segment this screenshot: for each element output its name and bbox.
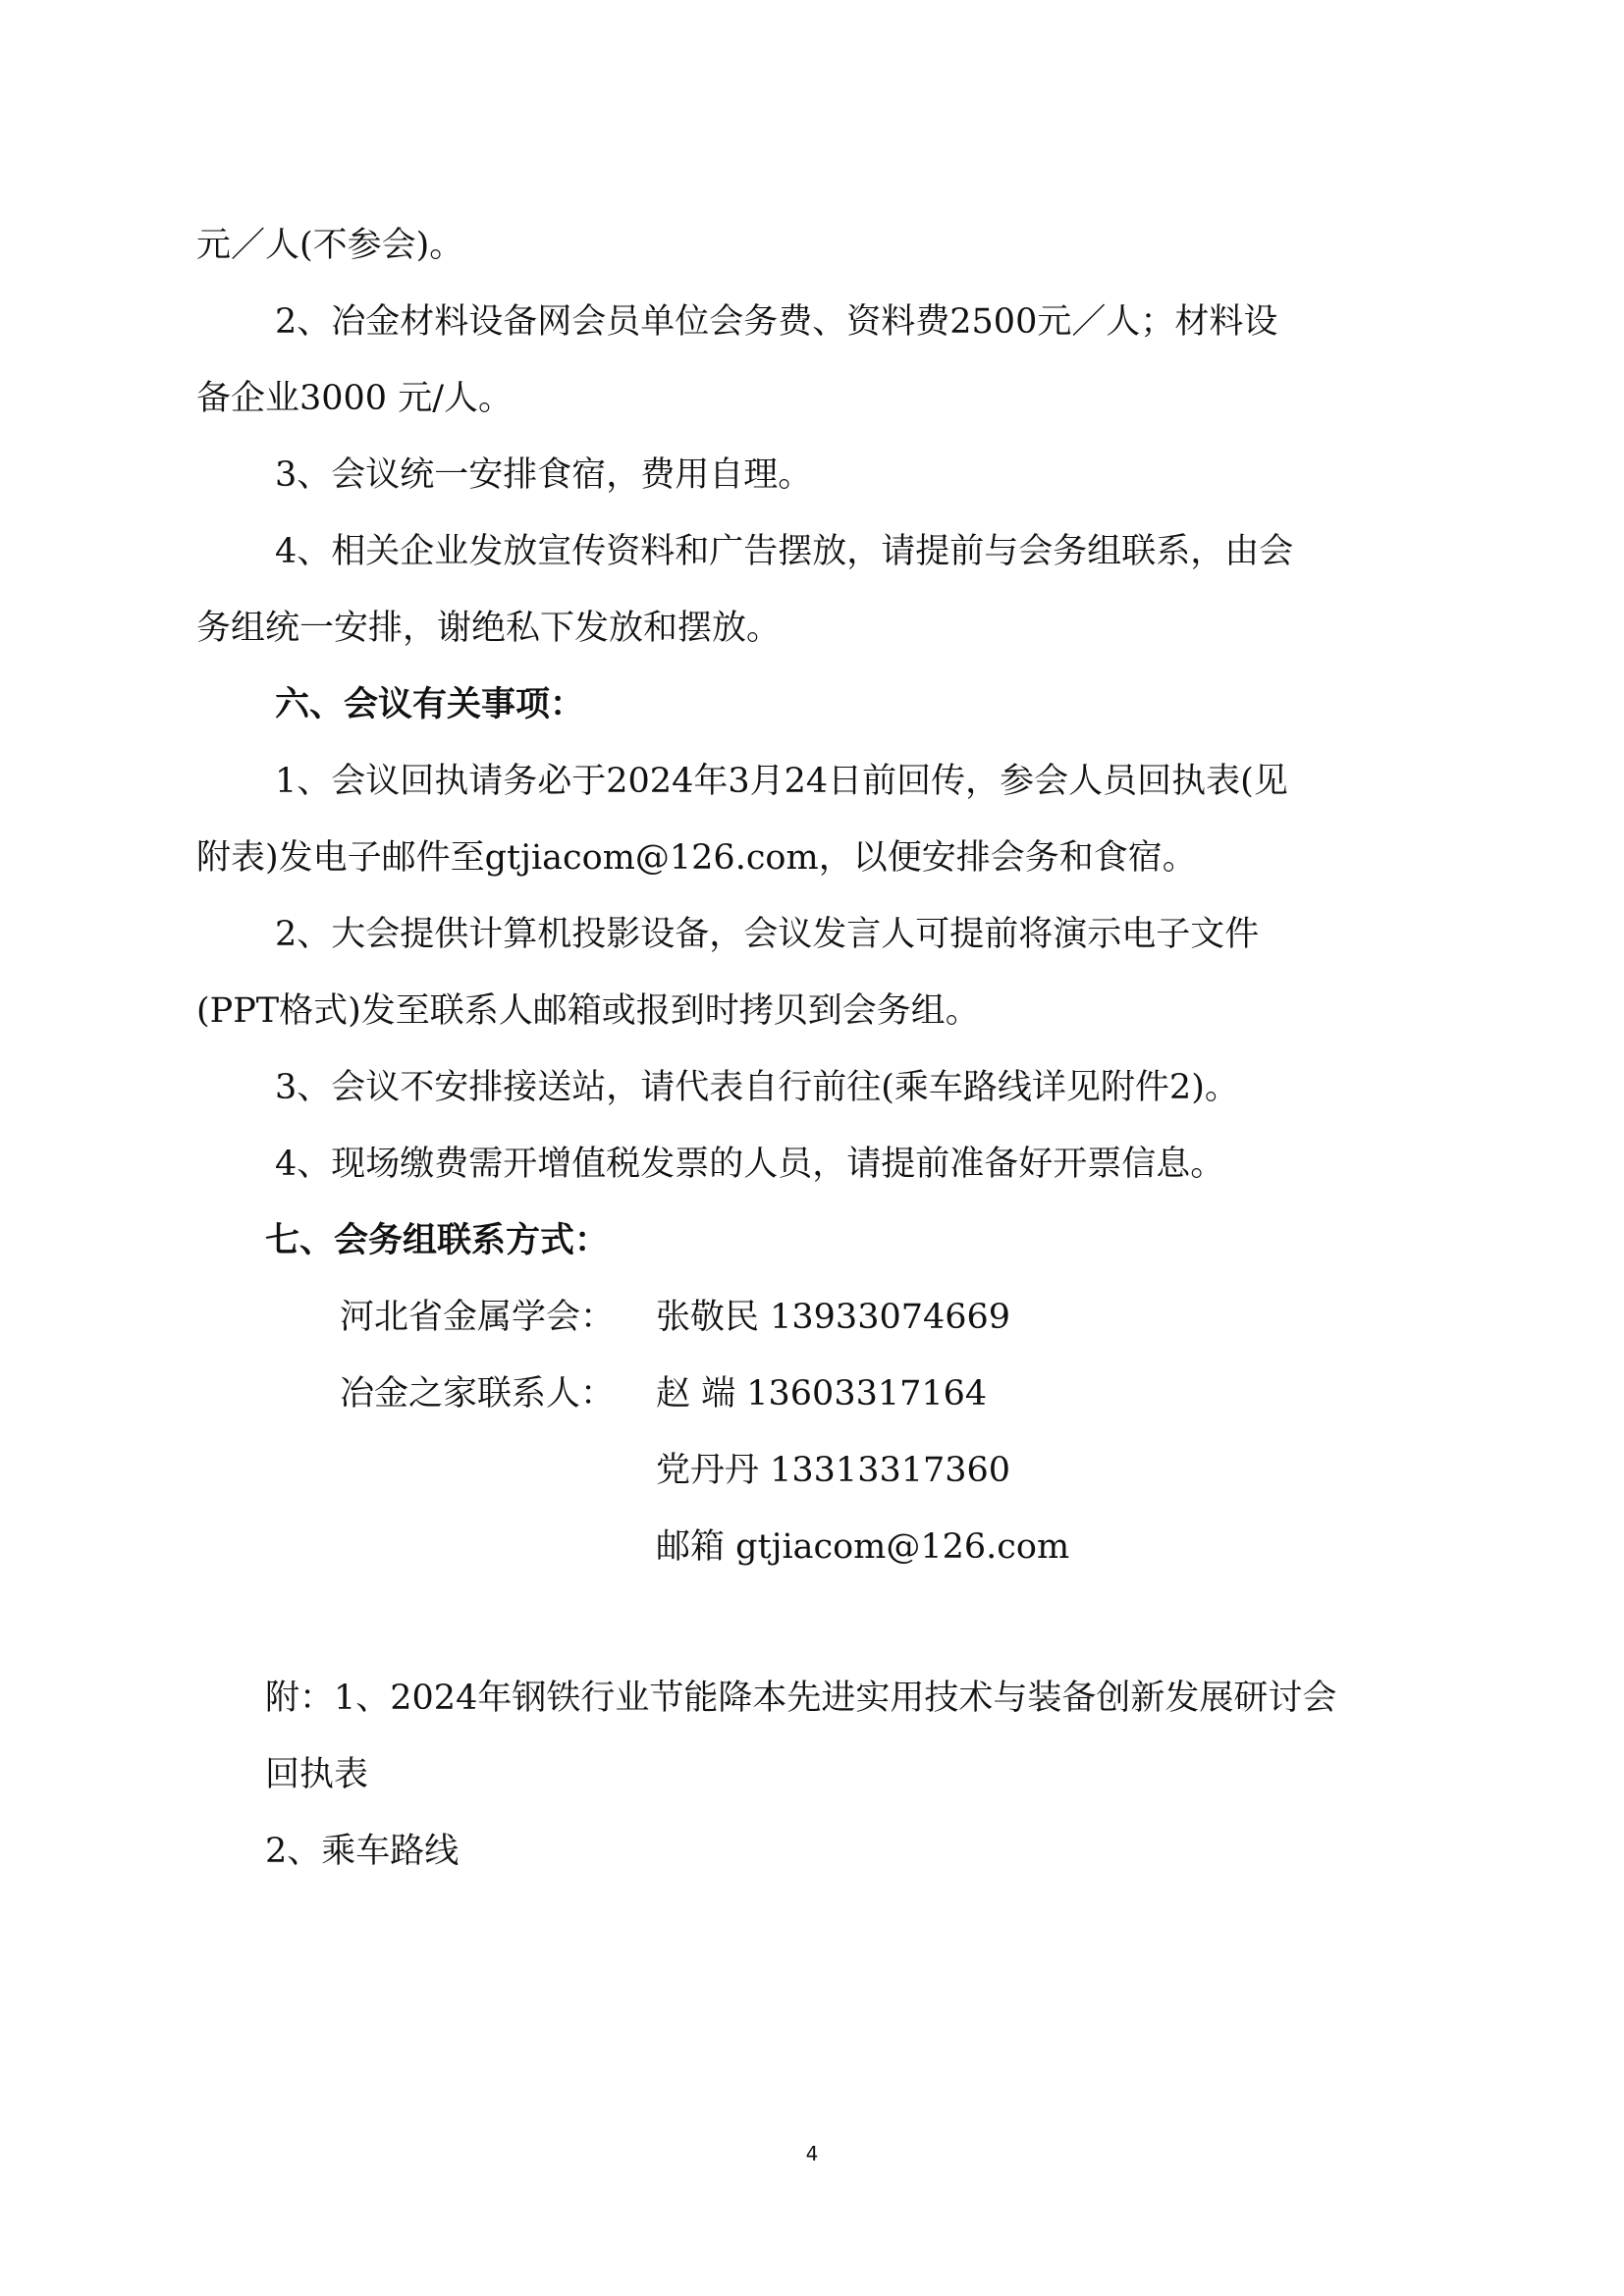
contact-org-1-person: 张敬民 13933074669 — [656, 1298, 1011, 1337]
fee-item-3: 3、会议统一安排食宿，费用自理。 — [275, 455, 813, 495]
section-6-item-2-line-1: 2、大会提供计算机投影设备，会议发言人可提前将演示电子文件 — [275, 915, 1260, 954]
attachment-line-2: 回执表 — [265, 1755, 369, 1794]
section-7-title: 七、会务组联系方式： — [265, 1221, 610, 1260]
attachment-line-3: 2、乘车路线 — [265, 1832, 460, 1871]
fee-item-2-line-2: 备企业3000 元/人。 — [196, 379, 513, 418]
section-6-title: 六、会议有关事项： — [275, 685, 585, 724]
contact-email: 邮箱 gtjiacom@126.com — [656, 1527, 1070, 1567]
fee-item-4-line-2: 务组统一安排，谢绝私下发放和摆放。 — [196, 609, 782, 648]
attachment-line-1: 附：1、2024年钢铁行业节能降本先进实用技术与装备创新发展研讨会 — [265, 1679, 1337, 1718]
contact-org-2-person-2: 党丹丹 13313317360 — [656, 1451, 1011, 1490]
section-6-item-1-line-1: 1、会议回执请务必于2024年3月24日前回传，参会人员回执表(见 — [275, 762, 1288, 801]
section-6-item-3: 3、会议不安排接送站，请代表自行前往(乘车路线详见附件2)。 — [275, 1068, 1239, 1107]
page-number: 4 — [805, 2142, 819, 2165]
contact-org-1-label: 河北省金属学会： — [340, 1298, 616, 1337]
contact-org-2-person-1: 赵 端 13603317164 — [656, 1374, 988, 1414]
contact-org-2-label: 冶金之家联系人： — [340, 1374, 616, 1414]
section-6-item-4: 4、现场缴费需开增值税发票的人员，请提前准备好开票信息。 — [275, 1145, 1225, 1184]
section-6-item-1-line-2: 附表)发电子邮件至gtjiacom@126.com，以便安排会务和食宿。 — [196, 838, 1197, 878]
section-6-item-2-line-2: (PPT格式)发至联系人邮箱或报到时拷贝到会务组。 — [196, 991, 980, 1031]
fee-item-2-line-1: 2、冶金材料设备网会员单位会务费、资料费2500元／人；材料设 — [275, 302, 1278, 342]
fee-item-4-line-1: 4、相关企业发放宣传资料和广告摆放，请提前与会务组联系，由会 — [275, 532, 1294, 571]
fee-line-continued: 元／人(不参会)。 — [196, 226, 464, 265]
